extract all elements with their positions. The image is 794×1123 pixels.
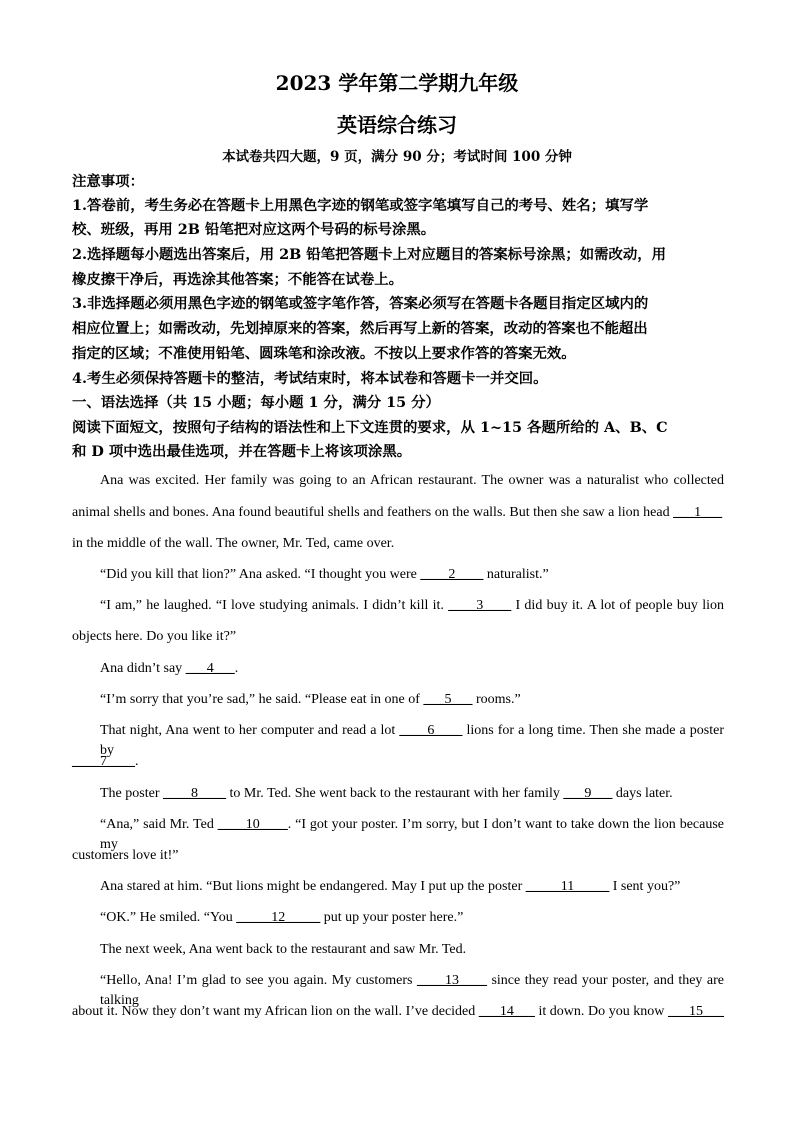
- section-instruction: 和 D 项中选出最佳选项，并在答题卡上将该项涂黑。: [72, 443, 412, 460]
- passage-text: rooms.”: [472, 692, 521, 707]
- answer-blank: ____3____: [448, 598, 512, 613]
- passage-text: Ana stared at him. “But lions might be endangered. May I put up the poster: [100, 879, 526, 894]
- notes-line: 1.答卷前，考生务必在答题卡上用黑色字迹的钢笔或签字笔填写自己的考号、姓名；填写学: [72, 197, 649, 214]
- notes-heading: 注意事项：: [72, 173, 144, 190]
- passage-line: [100, 877, 724, 897]
- answer-blank: _____11_____: [525, 879, 610, 894]
- answer-blank: ____2____: [420, 567, 484, 582]
- answer-blank: ____7____: [72, 754, 135, 769]
- passage-line: [72, 1002, 724, 1022]
- passage-line: [100, 690, 724, 710]
- passage-text: since they read your poster, and they are talking: [100, 973, 724, 1008]
- exam-subject-title: 英语综合练习: [337, 113, 457, 137]
- passage-text: it down. Do you know: [534, 1004, 668, 1019]
- section-heading: 一、语法选择（共 15 小题；每小题 1 分，满分 15 分）: [72, 394, 440, 411]
- passage-text: to Mr. Ted. She went back to the restaurant with her family: [225, 786, 564, 801]
- passage-line: in the middle of the wall. The owner, Mr. Ted, came over.: [72, 536, 395, 551]
- passage-line: objects here. Do you like it?”: [72, 629, 237, 644]
- passage-line: [100, 565, 724, 585]
- answer-blank: ____8____: [162, 786, 226, 801]
- answer-blank: _____12_____: [236, 910, 321, 925]
- passage-text: “Hello, Ana! I’m glad to see you again. My customers: [100, 973, 417, 988]
- passage-text: about it. Now they don’t want my African lion on the wall. I’ve decided: [72, 1004, 479, 1019]
- answer-blank: ___14___: [478, 1004, 535, 1019]
- notes-line: 橡皮擦干净后，再选涂其他答案；不能答在试卷上。: [72, 271, 403, 288]
- passage-text: I sent you?”: [609, 879, 681, 894]
- passage-line: [72, 503, 724, 523]
- passage-line: Ana was excited. Her family was going to an African restaurant. The owner was a naturalist who collected: [100, 473, 724, 488]
- notes-line: 2.选择题每小题选出答案后，用 2B 铅笔把答题卡上对应题目的答案标号涂黑；如需改动，用: [72, 246, 667, 263]
- answer-blank: ___5___: [423, 692, 473, 707]
- notes-line: 4.考生必须保持答题卡的整洁，考试结束时，将本试卷和答题卡一并交回。: [72, 370, 548, 387]
- passage-text: The poster: [100, 786, 163, 801]
- section-instruction: 阅读下面短文，按照句子结构的语法性和上下文连贯的要求，从 1~15 各题所给的 A、B、C: [72, 419, 668, 436]
- passage-text: That night, Ana went to her computer and read a lot: [100, 723, 400, 738]
- passage-line: [100, 659, 724, 679]
- passage-line: [100, 596, 724, 616]
- notes-line: 3.非选择题必须用黑色字迹的钢笔或签字笔作答，答案必须写在答题卡各题目指定区域内的: [72, 295, 649, 312]
- passage-text: .: [234, 661, 239, 676]
- passage-text: .: [135, 754, 139, 769]
- notes-line: 相应位置上；如需改动，先划掉原来的答案，然后再写上新的答案，改动的答案也不能超出: [72, 320, 648, 337]
- passage-line: [100, 784, 724, 804]
- passage-text: put up your poster here.”: [320, 910, 464, 925]
- answer-blank: ____6____: [399, 723, 463, 738]
- exam-title: 2023 学年第二学期九年级: [275, 71, 519, 95]
- answer-blank: ___15___: [668, 1004, 724, 1019]
- passage-text: . “I got your poster. I’m sorry, but I don’t want to take down the lion because my: [100, 817, 725, 852]
- passage-text: “I am,” he laughed. “I love studying animals. I didn’t kill it.: [100, 598, 449, 613]
- passage-line: [100, 908, 724, 928]
- passage-text: naturalist.”: [483, 567, 549, 582]
- answer-blank: ___4___: [185, 661, 235, 676]
- answer-blank: ____13____: [416, 973, 487, 988]
- passage-text: animal shells and bones. Ana found beautiful shells and feathers on the walls. But then she saw a lion head: [72, 505, 674, 520]
- passage-text: “Did you kill that lion?” Ana asked. “I thought you were: [100, 567, 421, 582]
- notes-line: 校、班级，再用 2B 铅笔把对应这两个号码的标号涂黑。: [72, 221, 436, 238]
- passage-text: Ana didn’t say: [100, 661, 186, 676]
- passage-line: The next week, Ana went back to the restaurant and saw Mr. Ted.: [100, 942, 467, 957]
- passage-text: I did buy it. A lot of people buy lion: [511, 598, 724, 613]
- answer-blank: ___1___: [673, 505, 723, 520]
- exam-info: 本试卷共四大题，9 页，满分 90 分；考试时间 100 分钟: [222, 149, 572, 165]
- passage-line: customers love it!”: [72, 848, 179, 863]
- notes-line: 指定的区域；不准使用铅笔、圆珠笔和涂改液。不按以上要求作答的答案无效。: [72, 345, 576, 362]
- passage-text: “OK.” He smiled. “You: [100, 910, 237, 925]
- answer-blank: ___9___: [563, 786, 613, 801]
- passage-text: lions for a long time. Then she made a poster by: [100, 723, 724, 758]
- answer-blank: ____10____: [217, 817, 288, 832]
- passage-text: days later.: [612, 786, 673, 801]
- passage-line: [72, 752, 724, 772]
- passage-text: “Ana,” said Mr. Ted: [100, 817, 218, 832]
- passage-text: “I’m sorry that you’re sad,” he said. “Please eat in one of: [100, 692, 424, 707]
